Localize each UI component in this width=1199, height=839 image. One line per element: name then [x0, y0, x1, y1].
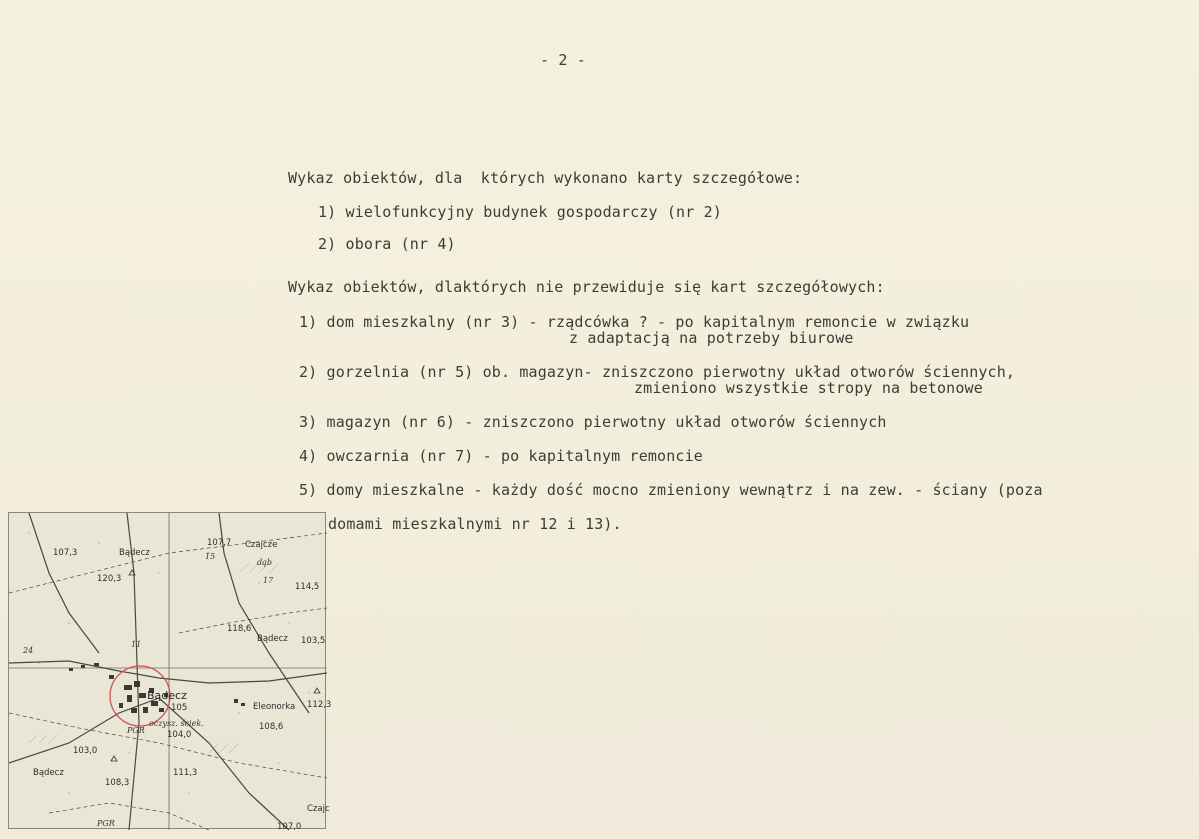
list-item: 2) obora (nr 4)	[318, 235, 456, 253]
location-map	[8, 512, 332, 832]
map-height: 120,3	[97, 574, 122, 584]
list-item: 3) magazyn (nr 6) - zniszczono pierwotny układ otworów ściennych	[299, 413, 887, 431]
list-item-continuation: z adaptacją na potrzeby biurowe	[569, 329, 854, 347]
map-height: 118,6	[227, 624, 252, 634]
list-item: 5) domy mieszkalne - każdy dość mocno zmieniony wewnątrz i na zew. - ściany (poza	[299, 481, 1043, 499]
list-item: 1) dom mieszkalny (nr 3) - rządcówka ? - po kapitalnym remoncie w związku	[299, 313, 970, 331]
map-label-badecz-sw: Bądecz	[33, 768, 64, 778]
map-label-badecz-nw: Bądecz	[119, 548, 150, 558]
map-label-czajcze: Czajcze	[245, 540, 278, 550]
map-label-eleonorka: Eleonorka	[253, 702, 296, 712]
map-height: 108,3	[105, 778, 130, 788]
map-drawing	[9, 513, 332, 832]
map-label-badecz: Bądecz	[147, 689, 187, 702]
map-label-pgr: PGR	[127, 726, 145, 735]
list-item: 4) owczarnia (nr 7) - po kapitalnym remoncie	[299, 447, 703, 465]
map-height: 111,3	[173, 768, 198, 778]
map-height: 112,3	[307, 700, 332, 710]
map-number: 15	[205, 552, 216, 561]
map-number: 24	[23, 646, 34, 655]
list-item: 2) gorzelnia (nr 5) ob. magazyn- zniszczono pierwotny układ otworów ściennych,	[299, 363, 1016, 381]
map-height: 108,6	[259, 722, 284, 732]
map-number: 17	[263, 576, 274, 585]
map-label-oczysz: oczysz. ściek.	[149, 719, 204, 728]
list-item-continuation: zmieniono wszystkie stropy na betonowe	[634, 379, 983, 397]
map-height: 107,0	[277, 822, 302, 832]
map-height: 114,5	[295, 582, 320, 592]
map-height: 107,7	[207, 538, 232, 548]
map-height: 103,0	[73, 746, 98, 756]
map-height: 107,3	[53, 548, 78, 558]
map-number: 11	[131, 640, 142, 649]
list-item: 1) wielofunkcyjny budynek gospodarczy (nr 2)	[318, 203, 722, 221]
section1-heading: Wykaz obiektów, dla których wykonano karty szczegółowe:	[288, 169, 803, 187]
map-label-badecz-ne: Bądecz	[257, 634, 288, 644]
map-label-czajc: Czajc	[307, 804, 330, 814]
map-label-pgr: PGR	[97, 819, 115, 828]
map-label-dab: dąb	[257, 558, 273, 567]
page-number: - 2 -	[540, 51, 586, 69]
list-item-continuation: domami mieszkalnymi nr 12 i 13).	[328, 515, 622, 533]
map-height: 103,5	[301, 636, 326, 646]
section2-heading: Wykaz obiektów, dlaktórych nie przewiduje się kart szczegółowych:	[288, 278, 885, 296]
map-number: 105	[171, 703, 188, 713]
map-height: 104,0	[167, 730, 192, 740]
